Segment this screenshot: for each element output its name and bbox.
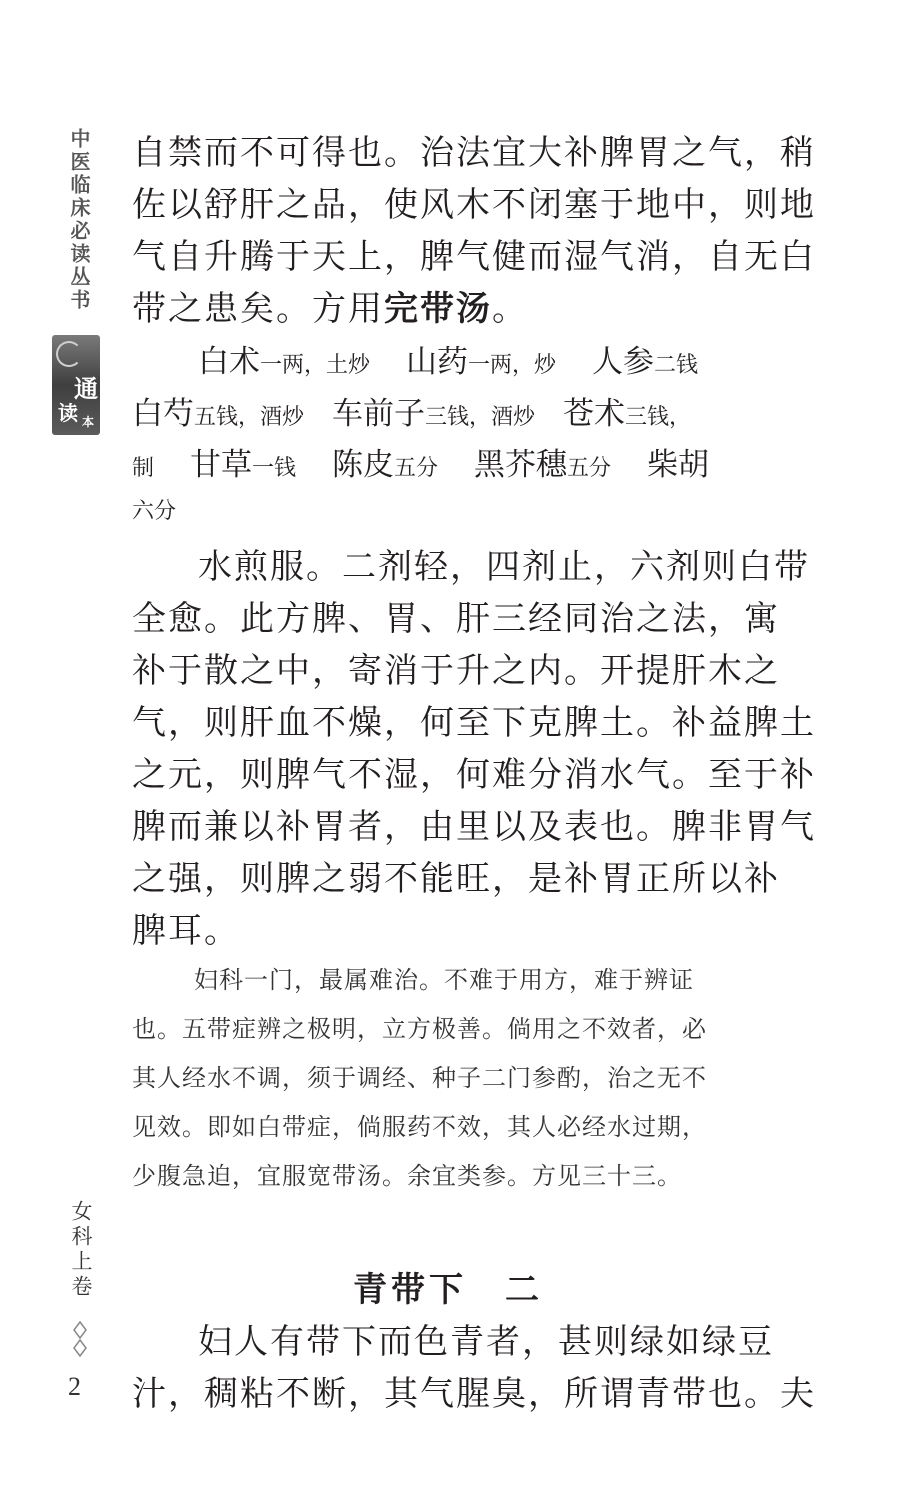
diamond-ornament-icon [72,1320,88,1360]
herb-dose: 三钱， [625,405,692,430]
paragraph-1-line-3: 气自升腾于天上，脾气健而湿气消，自无白 [132,237,816,277]
herb-name: 甘草 [190,447,253,483]
herb-name: 白芍 [132,396,194,432]
commentary-line-3: 其人经水不调，须于调经、种子二门参酌，治之无不 [132,1064,707,1092]
paragraph-2-line-8: 脾耳。 [132,911,240,951]
page-number: 2 [68,1372,81,1401]
logo-char-3: 本 [82,415,95,429]
formula-line-2 [132,388,747,433]
page-content [132,0,816,1506]
commentary-line-5: 少腹急迫，宜服宽带汤。余宜类参。方见三十三。 [132,1162,682,1190]
herb-dose: 五钱，酒炒 [194,405,305,430]
herb-name: 苍术 [563,396,626,432]
herb-dose: 一两，土炒 [260,353,371,378]
section-line-2: 汁，稠粘不断，其气腥臭，所谓青带也。夫 [132,1374,816,1414]
sidebar [0,0,112,1506]
herb-dose: 五分 [567,456,612,481]
paragraph-2-line-2: 全愈。此方脾、胃、肝三经同治之法，寓 [132,599,780,639]
logo-swirl-icon [56,341,82,367]
logo-char-2: 读 [58,401,78,425]
herb-dose: 五分 [394,456,439,481]
formula-line-4 [132,490,747,526]
formula-line-3 [132,439,747,484]
paragraph-2-line-3: 补于散之中，寄消于升之内。开提肝木之 [132,651,780,691]
commentary-line-1: 妇科一门，最属难治。不难于用方，难于辨证 [194,966,694,994]
series-logo [52,335,100,435]
herb-dose: 三钱，酒炒 [425,405,536,430]
paragraph-2-line-5: 之元，则脾气不湿，何难分消水气。至于补 [132,755,816,795]
paragraph-1-text: 带之患矣。方用 [132,289,384,329]
section-line-1: 妇人有带下而色青者，甚则绿如绿豆 [198,1322,774,1362]
series-title: 中医临床必读丛书 [67,128,91,312]
herb-dose: 一两，炒 [468,353,557,378]
herb-name: 人参 [592,344,655,380]
formula-line-1 [198,336,813,381]
herb-dose: 二钱 [654,353,699,378]
commentary-line-4: 见效。即如白带症，倘服药不效，其人必经水过期， [132,1113,707,1141]
herb-name: 柴胡 [647,447,710,483]
herb-dose: 六分 [132,499,177,524]
herb-name: 白术 [198,344,260,380]
paragraph-1-end: 。 [492,289,528,329]
herb-name: 黑芥穗 [474,447,568,483]
section-heading: 青带下 二 [353,1270,543,1310]
paragraph-2-line-7: 之强，则脾之弱不能旺，是补胃正所以补 [132,859,780,899]
herb-name: 山药 [406,344,469,380]
paragraph-1-line-4 [132,281,747,330]
section-title: 女科上卷 [69,1200,93,1300]
herb-name: 陈皮 [332,447,395,483]
herb-dose: 制 [132,456,155,481]
herb-name: 车前子 [332,396,426,432]
paragraph-2-line-1: 水煎服。二剂轻，四剂止，六剂则白带 [198,547,810,587]
commentary-line-2: 也。五带症辨之极明，立方极善。倘用之不效者，必 [132,1015,707,1043]
paragraph-2-line-4: 气，则肝血不燥，何至下克脾土。补益脾土 [132,703,816,743]
paragraph-1-line-2: 佐以舒肝之品，使风木不闭塞于地中，则地 [132,185,816,225]
formula-name: 完带汤 [384,289,492,329]
herb-dose: 一钱 [252,456,297,481]
paragraph-2-line-6: 脾而兼以补胃者，由里以及表也。脾非胃气 [132,807,816,847]
logo-char-1: 通 [74,374,98,403]
paragraph-1-line-1: 自禁而不可得也。治法宜大补脾胃之气，稍 [132,133,816,173]
